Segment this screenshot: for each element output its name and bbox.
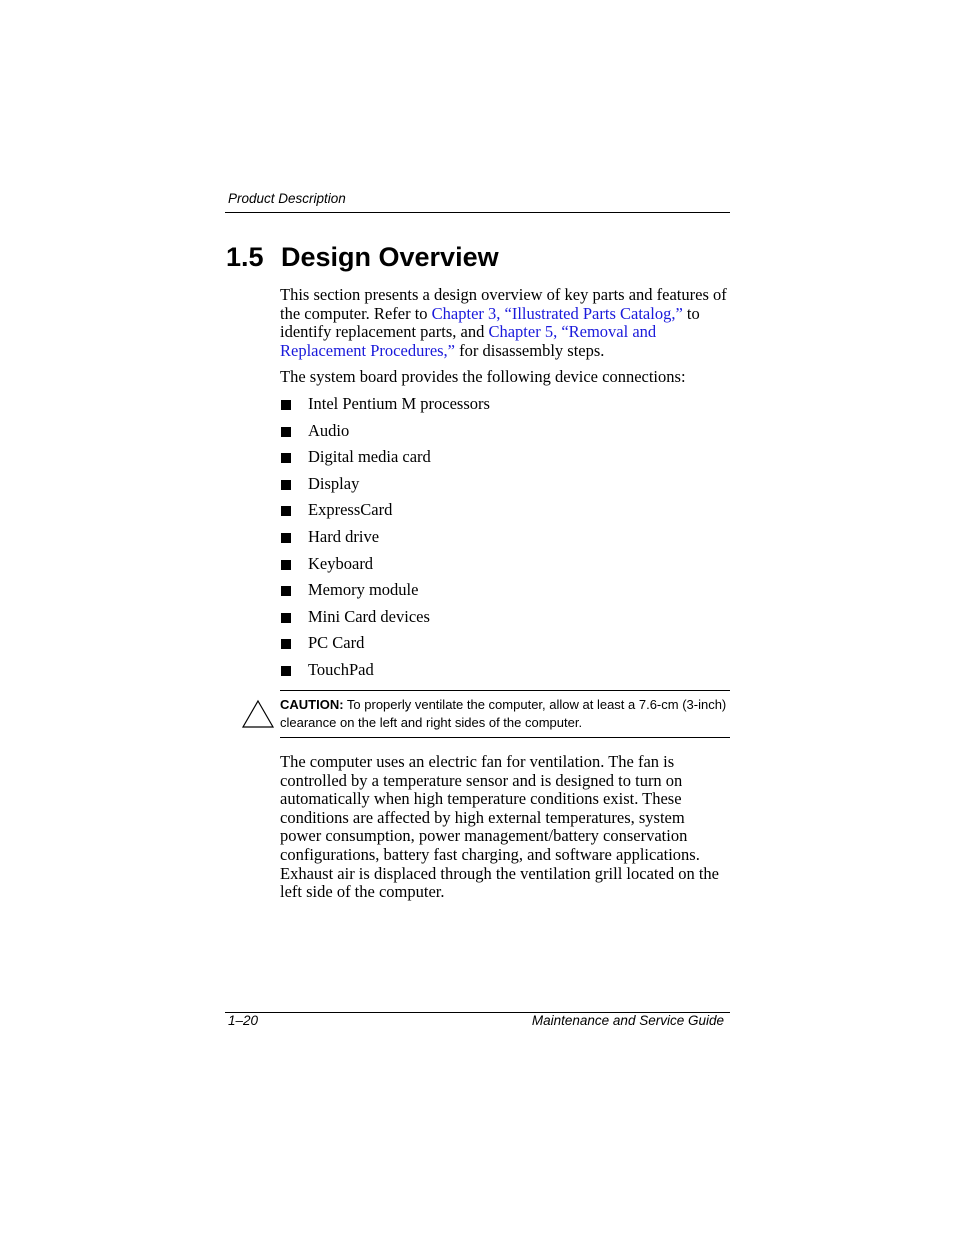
list-item-text: PC Card (308, 633, 365, 653)
list-item (280, 555, 730, 582)
list-item-text: ExpressCard (308, 500, 393, 520)
running-header: Product Description (228, 191, 346, 206)
list-item (280, 608, 730, 635)
intro-paragraph (280, 286, 730, 360)
list-item (280, 475, 730, 502)
square-bullet-icon (281, 560, 291, 570)
caution-triangle-icon (241, 699, 275, 729)
list-item-text: Memory module (308, 580, 419, 600)
caution-message: To properly ventilate the computer, allow at least a 7.6-cm (3-inch) clearance on the left and right sides of the computer. (280, 697, 727, 730)
list-item (280, 395, 730, 422)
header-rule (225, 212, 730, 213)
square-bullet-icon (281, 613, 291, 623)
list-item (280, 634, 730, 661)
list-item (280, 448, 730, 475)
list-item (280, 661, 730, 688)
section-title (226, 242, 499, 273)
page-number: 1–20 (228, 1013, 259, 1028)
caution-box (240, 690, 730, 738)
square-bullet-icon (281, 533, 291, 543)
caution-text (280, 696, 730, 731)
body-text (280, 286, 730, 688)
list-item (280, 422, 730, 449)
caution-bottom-rule (280, 737, 730, 738)
fan-paragraph: The computer uses an electric fan for ventilation. The fan is controlled by a temperature sensor and is designed to turn on automatically when high temperature conditions exist. These conditions are affected by high external temperatures, system power consumption, power management/battery conservation configurations, battery fast charging, and software applications. Exhaust air is displaced through the ventilation grill located on the left side of the computer. (280, 752, 719, 902)
device-list-lead: The system board provides the following device connections: (280, 367, 686, 387)
square-bullet-icon (281, 480, 291, 490)
square-bullet-icon (281, 427, 291, 437)
list-item-text: Mini Card devices (308, 606, 430, 626)
square-bullet-icon (281, 400, 291, 410)
square-bullet-icon (281, 586, 291, 596)
list-item-text: Display (308, 473, 360, 493)
caution-top-rule (280, 690, 730, 691)
list-item (280, 501, 730, 528)
square-bullet-icon (281, 666, 291, 676)
chapter-3-link[interactable]: Chapter 3, “Illustrated Parts Catalog,” (431, 303, 683, 323)
section-number: 1.5 (226, 242, 264, 272)
intro-text-3: for disassembly steps. (455, 340, 605, 360)
square-bullet-icon (281, 506, 291, 516)
intro-text-2: to identify replacement parts, and (280, 303, 700, 342)
section-title-text: Design Overview (281, 242, 499, 272)
list-item-text: Keyboard (308, 553, 374, 573)
intro-text-1: This section presents a design overview of key parts and features of the computer. Refer to (280, 285, 727, 323)
square-bullet-icon (281, 453, 291, 463)
list-item (280, 581, 730, 608)
list-item (280, 528, 730, 555)
chapter-5-link[interactable]: Chapter 5, “Removal and Replacement Procedures,” (280, 322, 657, 360)
list-item-text: Hard drive (308, 526, 380, 546)
list-item-text: Audio (308, 420, 350, 440)
list-item-text: TouchPad (308, 659, 374, 679)
list-item-text: Digital media card (308, 447, 431, 467)
device-list (280, 395, 730, 688)
square-bullet-icon (281, 639, 291, 649)
list-item-text: Intel Pentium M processors (308, 393, 490, 413)
guide-title: Maintenance and Service Guide (531, 1013, 724, 1028)
caution-label: CAUTION: (280, 697, 344, 712)
